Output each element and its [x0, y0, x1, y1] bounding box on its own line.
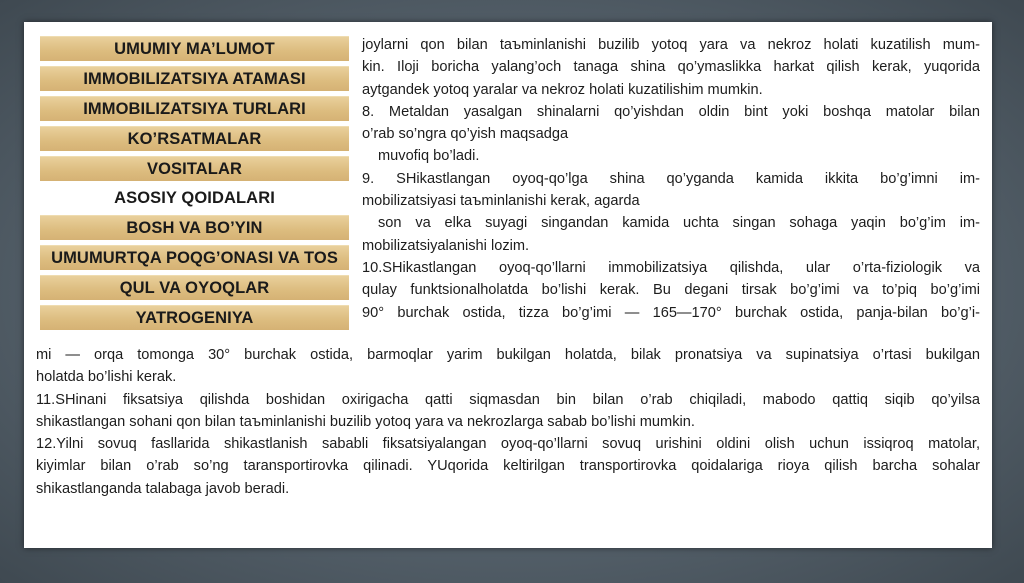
menu-item-immobilizatsiya-atamasi[interactable]: IMMOBILIZATSIYA ATAMASI [40, 66, 349, 91]
text-line: mobilizatsiyasi taъminlanishi kerak, agarda [362, 193, 640, 210]
text-line: muvofiq bo’ladi. [378, 148, 480, 165]
menu-item-bosh-va-boyin[interactable]: BOSH VA BO’YIN [40, 215, 349, 240]
menu-item-korsatmalar[interactable]: KO’RSATMALAR [40, 126, 349, 151]
text-line: o’rab so’ngra qo’yish maqsadga [362, 126, 569, 143]
text-line: kin. Iloji boricha yalang’och tanaga shina qo’ymaslikka harkat qilish kerak, yuqorida [362, 59, 980, 76]
menu-item-umurtqa-pogonasi-va-tos[interactable]: UMUMURTQA POQG’ONASI VA TOS [40, 245, 349, 270]
slide [24, 22, 992, 548]
text-line: shikastlanganda talabaga javob beradi. [36, 480, 290, 497]
text-line: shikastlangan sohani qon bilan taъminlanishi buzilib yotoq yara va nekrozlarga sabab bo’lishi mumkin. [36, 413, 695, 430]
text-line: 11.SHinani fiksatsiya qilishda boshidan oxirigacha qatti siqmasdan bin bilan o’rab chiqiladi, mabodo qattiq siqib qo’yilsa [36, 391, 980, 408]
text-line: qulay funktsionalholatda bo’lishi kerak. Bu degani tirsak bo’g’imi va to’piq bo’g’imi [362, 282, 980, 299]
text-line: aytgandek yotoq yaralar va nekroz holati kuzatilishim mumkin. [362, 81, 763, 98]
text-line: 90° burchak ostida, tizza bo’g’imi — 165—170° burchak ostida, panja-bilan bo’g’i- [362, 304, 980, 321]
text-line: joylarni qon bilan taъminlanishi buzilib yotoq yara va nekroz holati kuzatilish mum- [362, 37, 980, 53]
text-line: 10.SHikastlangan oyoq-qo’llarni immobilizatsiya qilishda, ular o’rta-fiziologik va [362, 259, 980, 276]
text-line: 8. Metaldan yasalgan shinalarni qo’yishdan oldin bint yoki boshqa matolar bilan [362, 103, 980, 120]
section-menu [40, 36, 349, 335]
text-line: 12.Yilni sovuq fasllarida shikastlanish sababli fiksatsiyalangan oyoq-qo’llarni sovuq urishini oldini olish uchun issiqroq matolar, [36, 436, 980, 453]
text-line: mi — orqa tomonga 30° burchak ostida, barmoqlar yarim bukilgan holatda, bilak pronatsiya va supinatsiya o’rtasi bukilgan [36, 347, 980, 363]
menu-item-umumiy-malumot[interactable]: UMUMIY MA’LUMOT [40, 36, 349, 61]
menu-item-yatrogeniya[interactable]: YATROGENIYA [40, 305, 349, 330]
body-text-wide [36, 344, 980, 500]
text-line: kiyimlar bilan o’rab so’ng taransportirovka qilinadi. YUqorida keltirilgan transportirovka qoidalariga rioya qilish barcha sohalar [36, 458, 980, 475]
text-line: holatda bo’lishi kerak. [36, 369, 177, 386]
text-line: mobilizatsiyalanishi lozim. [362, 237, 530, 254]
menu-item-vositalar[interactable]: VOSITALAR [40, 156, 349, 181]
text-line: son va elka suyagi singandan kamida uchta singan sohaga yaqin bo’g’im im- [378, 215, 980, 232]
menu-item-immobilizatsiya-turlari[interactable]: IMMOBILIZATSIYA TURLARI [40, 96, 349, 121]
menu-item-asosiy-qoidalari[interactable]: ASOSIY QOIDALARI [114, 188, 275, 207]
text-line: 9. SHikastlangan oyoq-qo’lga shina qo’yganda kamida ikkita bo’g’imni im- [362, 170, 980, 187]
menu-item-qul-va-oyoqlar[interactable]: QUL VA OYOQLAR [40, 275, 349, 300]
body-text-right [362, 34, 980, 324]
